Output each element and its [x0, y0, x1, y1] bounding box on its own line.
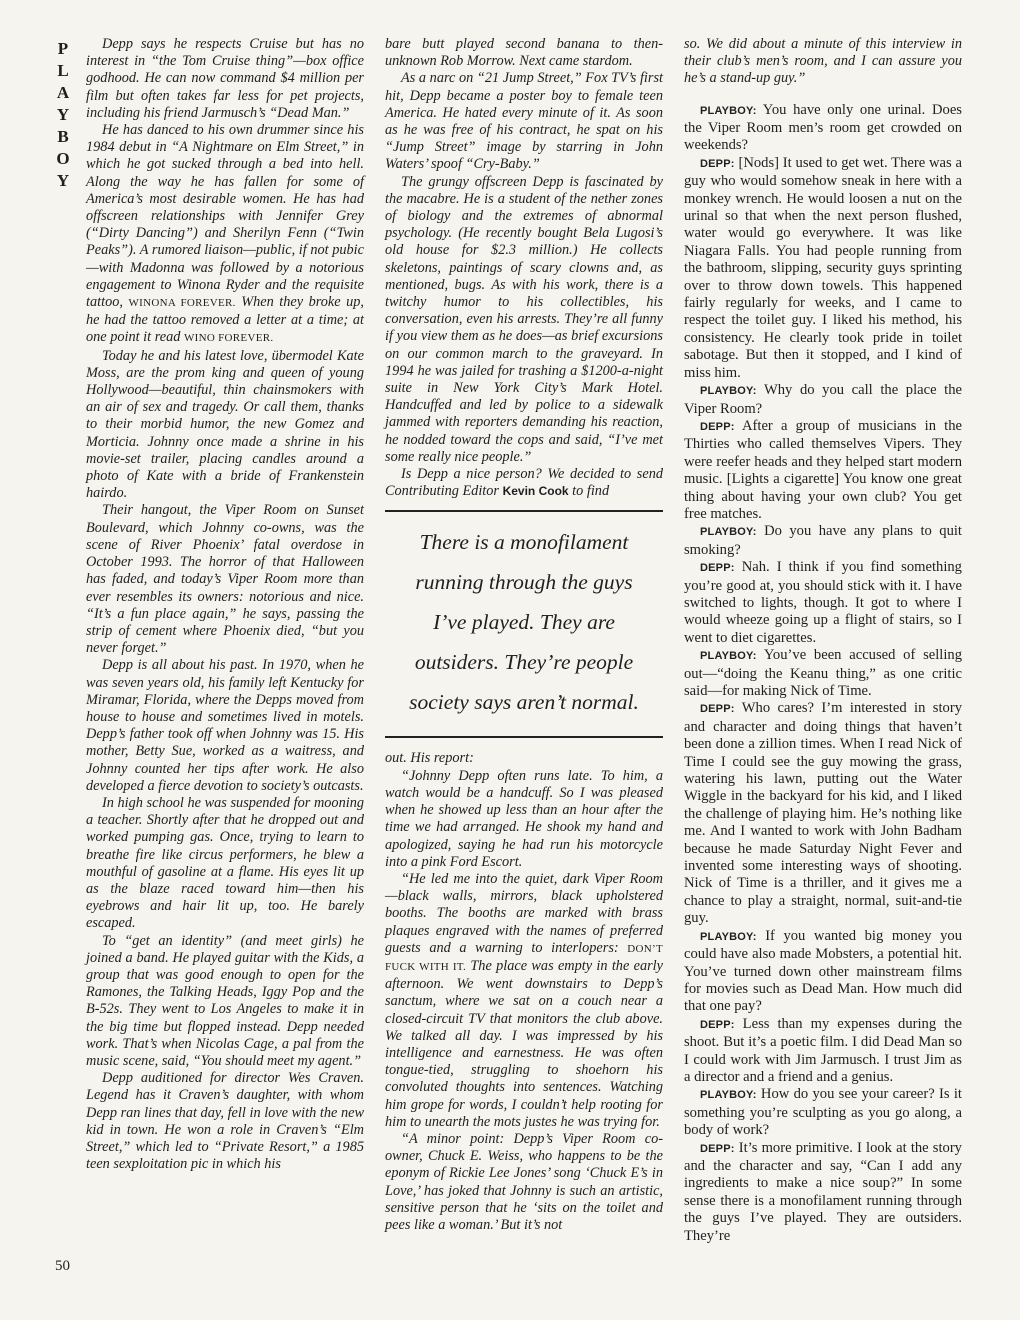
paragraph: To “get an identity” (and meet girls) he joined a band. He played guitar with the Kids, a group that was good enough to open for the Ramones, the Talking Heads, Iggy Pop and the B-52s. They went to Los Angeles to make it in the big time but flopped instead. Depp needed work. That’s when Nicolas Cage, a pal from the music scene, said, “You should meet my agent.” [86, 932, 364, 1069]
paragraph: out. His report: [385, 750, 474, 767]
column-3 [684, 36, 962, 1245]
qa-item: DEPP: Nah. I think if you find something you’re good at, you should stick with it. I have switched to lights, though. It got to where I would wheeze going up a flight of stairs, so I went to diet cigarettes. [684, 559, 962, 646]
qa-item: PLAYBOY: Do you have any plans to quit smoking? [684, 523, 962, 558]
qa-item: PLAYBOY: You have only one urinal. Does the Viper Room men’s room get crowded on weekends? [684, 101, 962, 154]
paragraph: Their hangout, the Viper Room on Sunset Boulevard, which Johnny co-owns, was the scene of River Phoenix’ fatal overdose in October 1993. The horror of that Halloween has faded, and today’s Viper Room more than ever resembles its owners: notorious and nice. “It’s a fun place again,” he says, passing the strip of cement where Phoenix died, “but you never forget.” [86, 502, 364, 657]
page-number: 50 [55, 1258, 70, 1274]
column-2 [385, 36, 663, 1234]
paragraph: Is Depp a nice person? We decided to send Contributing Editor Kevin Cook to find [385, 466, 663, 500]
pull-quote: There is a monofilament running through the guys I’ve played. They are outsiders. They’re people society says aren’t normal. [385, 510, 663, 738]
paragraph: The grungy offscreen Depp is fascinated by the macabre. He is a student of the nether zones of biology and the extremes of abnormal psychology. (He recently bought Bela Lugosi’s old house for $2.3 million.) He collects skeletons, paintings of scary clowns and, as mentioned, bugs. As with his work, there is a twitchy humor to his collectibles, his conversation, even his arrests. They’re all funny if you view them as he does—as brief excursions on our common march to the graveyard. In 1994 he was jailed for trashing a $1200-a-night suite in New York City’s Mark Hotel. Handcuffed and led by police to a sidewalk jammed with reporters demanding his reaction, he nodded toward the cops and said, “I’ve met some really nice people.” [385, 173, 663, 465]
speaker-label: DEPP: [700, 157, 735, 170]
speaker-label: PLAYBOY: [700, 104, 757, 117]
paragraph: As a narc on “21 Jump Street,” Fox TV’s first hit, Depp became a poster boy to female teen America. He hated every minute of it. As soon as he was free of his contract, he spat on his “Jump Street” image by starring in John Waters’ spoof “Cry-Baby.” [385, 70, 663, 173]
speaker-label: PLAYBOY: [700, 650, 757, 663]
speaker-label: DEPP: [700, 1018, 735, 1031]
qa-item: DEPP: After a group of musicians in the Thirties who called themselves Vipers. They were reefer heads and they helped start modern music. [Lights a cigarette] You know one great thing about having your own club? You get free matches. [684, 417, 962, 522]
paragraph: Today he and his latest love, übermodel Kate Moss, are the prom king and queen of young Hollywood—beautiful, thin chainsmokers with an air of sex and tragedy. Or call them, thanks to their morbid humor, the new Gomez and Morticia. Johnny once made a shrine in his movie-set trailer, placing candles around a photo of Kate with a bride of Frankenstein hairdo. [86, 347, 364, 502]
qa-item: PLAYBOY: If you wanted big money you could have also made Mobsters, a potential hit. You’ve turned down other mainstream films for movies such as Dead Man. How much did that one pay? [684, 927, 962, 1015]
speaker-label: PLAYBOY: [700, 385, 757, 398]
speaker-label: DEPP: [700, 562, 735, 575]
paragraph: “Johnny Depp often runs late. To him, a watch would be a handcuff. So I was pleased when he showed up less than an hour after the time we had arranged. He shook my hand and apologized, saying he had run his motorcycle into a pink Ford Escort. [385, 767, 663, 870]
qa-item: DEPP: Less than my expenses during the shoot. But it’s a poetic film. I did Dead Man so I could work with Jim Jarmusch. I trust Jim as a director and a friend and a genius. [684, 1015, 962, 1085]
qa-item: DEPP: Who cares? I’m interested in story and character and doing things that haven’t been done a zillion times. When I read Nick of Time I could see the guy mowing the grass, watering his lawn, putting out the Water Wiggle in the backyard for his kid, and I liked the challenge of playing him. He’s nothing like me. And I wanted to work with John Badham because he made Saturday Night Fever and invented some interesting ways of shooting. Nick of Time is a thriller, and it gives me a chance to play a straight, normal, suit-and-tie guy. [684, 700, 962, 927]
paragraph: He has danced to his own drummer since his 1984 debut in “A Nightmare on Elm Street,” in which he got sucked through a bed into hell. Along the way he has fallen for some of America’s most desirable women. He has had offscreen relationships with Jennifer Grey (“Dirty Dancing”) and Sherilyn Fenn (“Twin Peaks”). A rumored liaison—public, if not pubic—with Madonna was followed by a notorious engagement to Winona Ryder and the requisite tattoo, WINONA FOREVER. When they broke up, he had the tattoo removed a letter at a time; at one point it read WINO FOREVER. [86, 122, 365, 346]
paragraph: Depp is all about his past. In 1970, when he was seven years old, his family left Kentucky for Miramar, Florida, where the Depps moved from house to house and sometimes lived in motels. Depp’s father took off when Johnny was 15. His mother, Betty Sue, worked as a waitress, and Johnny counted her tips after work. He also developed a fierce devotion to society’s outcasts. [86, 657, 364, 794]
qa-item: DEPP: [Nods] It used to get wet. There was a guy who would somehow sneak in here with a monkey wrench. He would loosen a nut on the urinal so that when the next person flushed, water would go everywhere. It was like Niagara Falls. You had people running from the bathroom, slipping, security guys sprinting over to throw down towels. This happened fairly regularly for weeks, and I came to respect the toilet guy. I liked his method, his consistency. He clearly took pride in toilet sabotage. But then it stopped, and I kind of miss him. [684, 154, 962, 381]
speaker-label: PLAYBOY: [700, 526, 757, 539]
speaker-label: PLAYBOY: [700, 930, 757, 943]
paragraph: so. We did about a minute of this interview in their club’s men’s room, and I can assure you he’s a stand-up guy.” [684, 36, 962, 87]
paragraph: bare butt played second banana to then-unknown Rob Morrow. Next came stardom. [385, 36, 663, 70]
speaker-label: DEPP: [700, 1142, 735, 1155]
column-1 [86, 36, 364, 1173]
paragraph: Depp auditioned for director Wes Craven. Legend has it Craven’s daughter, with whom Depp ran lines that day, fell in love with the new kid in town. He won a role in Craven’s “Elm Street,” which led to “Private Resort,” a 1985 teen sexploitation pic in which his [86, 1070, 364, 1173]
qa-item: PLAYBOY: Why do you call the place the Viper Room? [684, 382, 963, 417]
playboy-logo-vertical: P L A Y B O Y [56, 39, 70, 190]
qa-item: PLAYBOY: You’ve been accused of selling out—“doing the Keanu thing,” as one critic said—for making Nick of Time. [684, 647, 963, 700]
paragraph: “A minor point: Depp’s Viper Room co-owner, Chuck E. Weiss, who happens to be the eponym of Rickie Lee Jones’ song ‘Chuck E’s in Love,’ has joked that Johnny is such an artistic, sensitive person that he ‘sits on the toilet and pees like a woman.’ But it’s not [385, 1130, 663, 1233]
speaker-label: PLAYBOY: [700, 1089, 757, 1102]
qa-item: PLAYBOY: How do you see your career? Is it something you’re sculpting as you go along, a body of work? [684, 1086, 962, 1139]
paragraph: “He led me into the quiet, dark Viper Room—black walls, mirrors, black upholstered booths. The booths are marked with brass plaques engraved with the names of preferred guests and a warning to interlopers: DON’T FUCK WITH IT. The place was empty in the early afternoon. We went downstairs to Depp’s sanctum, where we sat on a couch near a closed-circuit TV that monitors the club above. We talked all day. I was impressed by his intelligence and earnestness. He was often tongue-tied, struggling to shoehorn his convoluted thoughts into sentences. Watching him grope for words, I couldn’t help rooting for him to unearth the mots justes he was trying for. [385, 870, 663, 1130]
author-name: Kevin Cook [502, 484, 569, 499]
paragraph: In high school he was suspended for mooning a teacher. Shortly after that he dropped out and worked pumping gas. Once, trying to learn to breathe fire like circus performers, he blew a mouthful of gasoline at a flame. His eyes lit up as the blaze raced toward him—then his eyebrows and hair lit up, too. He barely escaped. [86, 794, 364, 932]
paragraph: Depp says he respects Cruise but has no interest in “the Tom Cruise thing”—box office godhood. He can now command $4 million per film but often takes far less for pet projects, including his friend Jarmusch’s “Dead Man.” [86, 36, 364, 121]
qa-item: DEPP: It’s more primitive. I look at the story and the character and say, “Can I add any ingredients to make a nice soup?” In some sense there is a monofilament running through the guys I’ve played. They are outsiders. They’re [684, 1139, 962, 1244]
speaker-label: DEPP: [700, 420, 735, 433]
speaker-label: DEPP: [700, 703, 735, 716]
